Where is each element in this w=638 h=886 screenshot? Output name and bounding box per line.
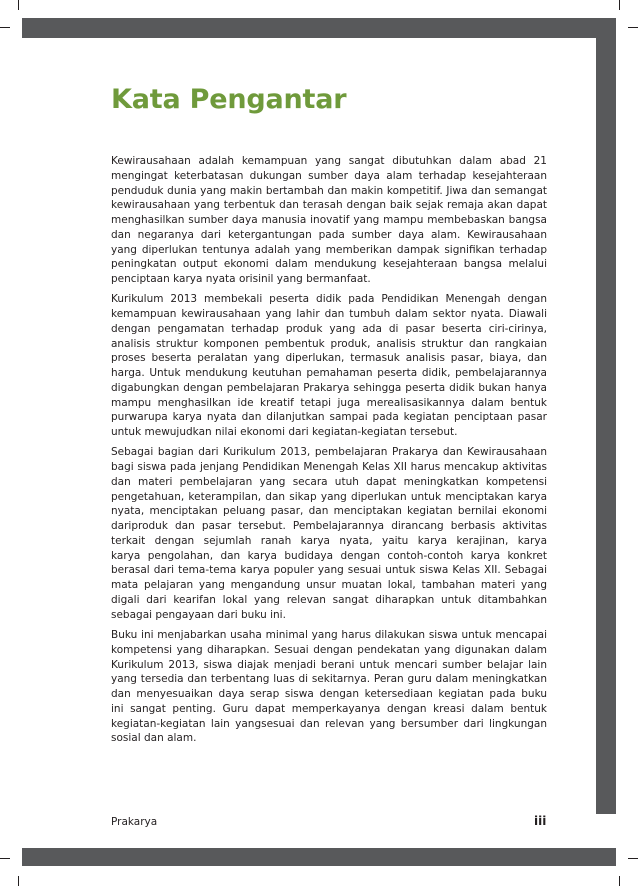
text-line: digabungkan dengan pembelajaran Prakarya sehingga peserta didik bukan hanya — [111, 381, 547, 394]
text-line: mengingat keterbatasan dukungan sumber daya alam terhadap kesejahteraan — [111, 169, 547, 182]
text-line: digali dari kearifan lokal yang relevan sangat diharapkan untuk ditambahkan — [111, 593, 547, 606]
text-line: dengan pengamatan terhadap produk yang ada di pasar beserta ciri-cirinya, — [111, 322, 547, 335]
crop-mark — [628, 27, 638, 28]
paragraph — [111, 445, 547, 622]
text-line: penduduk dunia yang makin bertambah dan makin kompetitif. Jiwa dan semangat — [111, 184, 547, 197]
crop-mark — [628, 858, 638, 859]
text-line: menghasilkan sumber daya manusia inovatif yang mampu membebaskan bangsa — [111, 214, 547, 226]
text-line: Buku ini menjabarkan usaha minimal yang harus dilakukan siswa untuk mencapai — [111, 629, 547, 642]
text-line: Kurikulum 2013, siswa diajak menjadi berani untuk mencari sumber belajar lain — [111, 658, 547, 671]
footer-book-name: Prakarya — [111, 816, 158, 828]
text-line: mata pelajaran yang mengandung unsur muatan lokal, tambahan materi yang — [111, 579, 547, 592]
text-line: yang diperlukan tentunya adalah yang memberikan dampak signifikan terhadap — [111, 243, 547, 256]
text-line: Kewirausahaan adalah kemampuan yang sangat dibutuhkan dalam abad 21 — [111, 155, 547, 167]
text-line: ini sangat penting. Guru dapat memperkayanya dengan kreasi dalam bentuk — [111, 702, 547, 715]
text-line: dan materi pembelajaran yang secara utuh dapat meningkatkan kompetensi — [111, 475, 547, 488]
paragraph — [111, 292, 547, 440]
text-line: terkait dengan sejumlah ranah karya nyata, yaitu karya kerajinan, karya — [111, 534, 547, 547]
top-decorative-bar — [22, 18, 616, 38]
text-line: berasal dari tema-tema karya populer yang sesuai untuk siswa Kelas XII. Sebagai — [111, 564, 547, 577]
footer-page-number: iii — [534, 814, 547, 828]
text-line: pengetahuan, keterampilan, dan sikap yang diperlukan untuk menciptakan karya — [111, 490, 547, 503]
paragraph — [111, 154, 547, 287]
text-line: analisis struktur komponen pembentuk produk, analisis struktur dan rangkaian — [111, 337, 547, 350]
text-line: kegiatan-kegiatan lain yangsesuai dan relevan yang bersumber dari lingkungan — [111, 717, 547, 730]
text-line: harga. Untuk mendukung keutuhan pemahaman peserta didik, pembelajarannya — [111, 367, 547, 380]
text-line: dan negaranya dari ketergantungan pada sumber daya alam. Kewirausahaan — [111, 228, 547, 241]
text-line: dariproduk dan pasar tersebut. Pembelajarannya dirancang berbasis aktivitas — [111, 520, 547, 533]
text-line: nyata, menciptakan peluang pasar, dan menciptakan kegiatan bernilai ekonomi — [111, 505, 547, 518]
crop-mark — [0, 858, 10, 859]
text-line: yang tersedia dan terbentang luas di sekitarnya. Peran guru dalam meningkatkan — [111, 673, 547, 686]
bottom-decorative-bar — [22, 848, 616, 866]
crop-mark — [18, 0, 19, 10]
text-line: kewirausahaan yang terbentuk dan terasah dengan baik sejak remaja akan dapat — [111, 199, 547, 212]
text-line: proses beserta peralatan yang diperlukan, termasuk analisis pasar, biaya, dan — [111, 352, 547, 365]
crop-mark — [619, 876, 620, 886]
text-line: Kurikulum 2013 membekali peserta didik pada Pendidikan Menengah dengan — [111, 293, 547, 306]
text-line: sosial dan alam. — [111, 732, 197, 745]
page-title: Kata Pengantar — [111, 84, 347, 115]
crop-mark — [18, 876, 19, 886]
text-line: dan menyesuaikan daya serap siswa dengan ketersediaan kegiatan pada buku — [111, 688, 547, 701]
crop-mark — [619, 0, 620, 10]
text-line: karya pengolahan, dan karya budidaya dengan contoh-contoh karya konkret — [111, 549, 547, 562]
text-line: bagi siswa pada jenjang Pendidikan Menengah Kelas XII harus mencakup aktivitas — [111, 461, 547, 474]
crop-mark — [0, 27, 10, 28]
text-line: peningkatan output ekonomi dalam mendukung kesejahteraan bangsa melalui — [111, 258, 547, 271]
text-line: penciptaan karya nyata orisinil yang bermanfaat. — [111, 273, 371, 285]
body-text — [111, 154, 547, 752]
text-line: purwarupa karya nyata dan dilanjutkan sampai pada kegiatan penciptaan pasar — [111, 411, 547, 424]
text-line: mampu menghasilkan ide kreatif tetapi juga merealisasikannya dalam bentuk — [111, 396, 547, 409]
text-line: Sebagai bagian dari Kurikulum 2013, pembelajaran Prakarya dan Kewirausahaan — [111, 446, 547, 459]
right-decorative-bar — [596, 38, 616, 814]
paragraph — [111, 628, 547, 746]
text-line: kemampuan kewirausahaan yang lahir dan tumbuh dalam sektor nyata. Diawali — [111, 308, 547, 321]
text-line: kompetensi yang diharapkan. Sesuai dengan pendekatan yang digunakan dalam — [111, 643, 547, 656]
text-line: untuk mewujudkan nilai ekonomi dari kegiatan-kegiatan tersebut. — [111, 426, 458, 439]
text-line: sebagai pengayaan dari buku ini. — [111, 608, 286, 621]
